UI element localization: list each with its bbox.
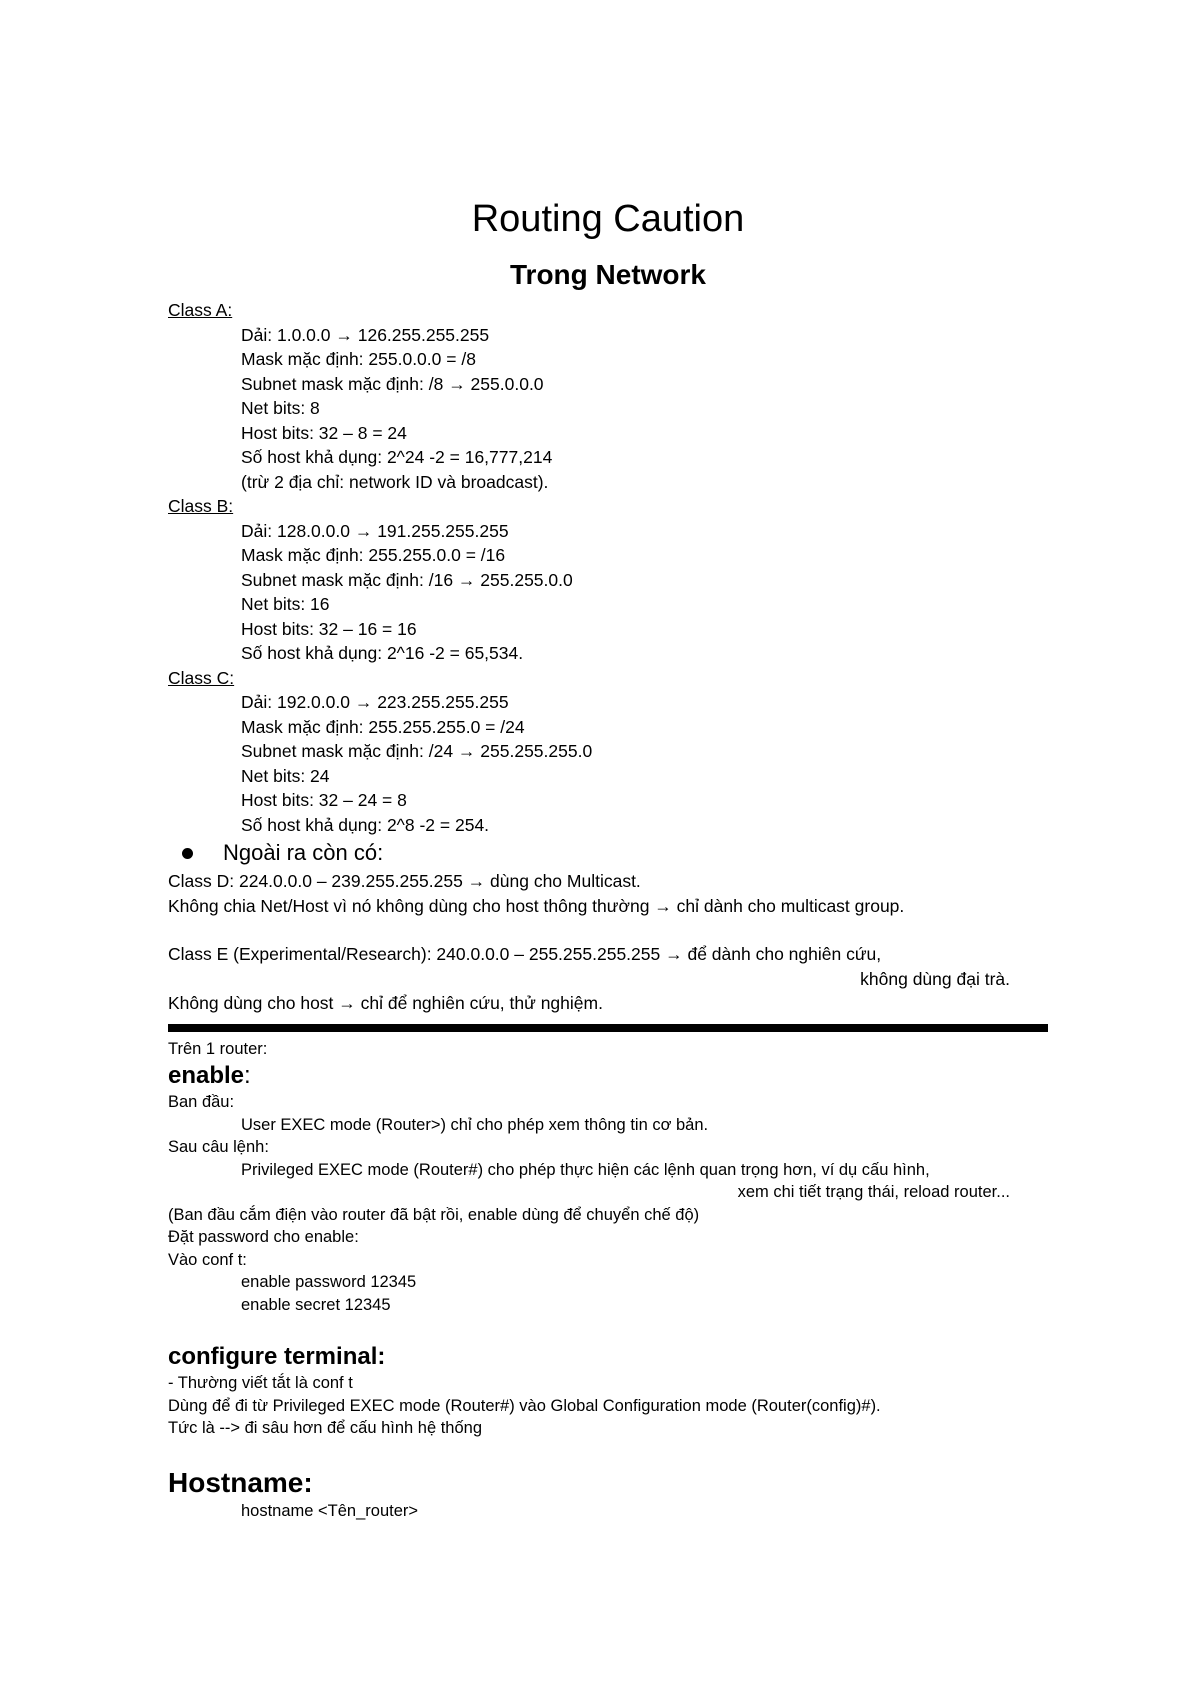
class-a-line: Subnet mask mặc định: /8 → 255.0.0.0 [241, 373, 544, 394]
router-intro: Trên 1 router: [168, 1039, 268, 1058]
class-a-line: Net bits: 8 [241, 398, 320, 418]
router-section [168, 1038, 1048, 1523]
enable-password-command: enable password 12345 [241, 1273, 417, 1291]
class-b-line: Subnet mask mặc định: /16 → 255.255.0.0 [241, 569, 573, 590]
hostname-heading: Hostname: [168, 1466, 313, 1498]
class-e-continuation: không dùng đại trà. [860, 968, 1010, 989]
class-d-note: Không chia Net/Host vì nó không dùng cho host thông thường → chỉ dành cho multicast group. [168, 895, 905, 916]
enable-before-label: Ban đầu: [168, 1093, 235, 1111]
class-a-line: Mask mặc định: 255.0.0.0 = /8 [241, 349, 476, 369]
class-a-line: (trừ 2 địa chỉ: network ID và broadcast). [241, 471, 549, 492]
class-c-label: Class C: [168, 667, 235, 688]
enable-heading-text: enable [168, 1062, 245, 1089]
class-d-line: Class D: 224.0.0.0 – 239.255.255.255 → dùng cho Multicast. [168, 871, 641, 891]
enable-password-label: Đặt password cho enable: [168, 1228, 359, 1246]
configure-line: Dùng để đi từ Privileged EXEC mode (Router#) vào Global Configuration mode (Router(config)#). [168, 1396, 881, 1415]
page-title: Routing Caution [471, 198, 745, 240]
class-c-line: Net bits: 24 [241, 765, 330, 786]
class-b-line: Mask mặc định: 255.255.0.0 = /16 [241, 545, 506, 565]
section-divider [168, 1024, 1048, 1032]
hostname-command: hostname <Tên_router> [241, 1501, 419, 1520]
configure-line: Tức là --> đi sâu hơn để cấu hình hệ thống [168, 1419, 483, 1437]
class-c-line: Host bits: 32 – 24 = 8 [241, 790, 407, 810]
class-b-line: Net bits: 16 [241, 594, 330, 614]
class-c-line: Subnet mask mặc định: /24 → 255.255.255.0 [241, 741, 593, 761]
class-c-line: Số host khả dụng: 2^8 -2 = 254. [241, 814, 490, 835]
section-subtitle: Trong Network [509, 259, 706, 290]
class-b-line: Dải: 128.0.0.0 → 191.255.255.255 [241, 520, 509, 541]
class-c-line: Dải: 192.0.0.0 → 223.255.255.255 [241, 692, 509, 712]
conf-t-label: Vào conf t: [168, 1250, 247, 1269]
extra-heading: Ngoài ra còn có: [223, 840, 384, 865]
enable-after-label: Sau câu lệnh: [168, 1138, 269, 1156]
enable-before-text: User EXEC mode (Router>) chỉ cho phép xem thông tin cơ bản. [241, 1115, 709, 1134]
class-b-line: Số host khả dụng: 2^16 -2 = 65,534. [241, 643, 524, 663]
enable-heading [168, 1062, 1048, 1090]
class-a-line: Dải: 1.0.0.0 → 126.255.255.255 [241, 324, 490, 345]
class-b-label: Class B: [168, 496, 234, 516]
spacer [168, 918, 1048, 942]
class-a-label: Class A: [168, 300, 233, 320]
class-c-line: Mask mặc định: 255.255.255.0 = /24 [241, 716, 525, 737]
enable-after-text: Privileged EXEC mode (Router#) cho phép thực hiện các lệnh quan trọng hơn, ví dụ cấu hình, [241, 1160, 930, 1179]
class-a-line: Số host khả dụng: 2^24 -2 = 16,777,214 [241, 447, 553, 467]
configure-terminal-heading: configure terminal: [168, 1343, 386, 1370]
class-b-line: Host bits: 32 – 16 = 16 [241, 618, 417, 639]
extra-heading-row [168, 839, 1048, 867]
enable-after-continuation: xem chi tiết trạng thái, reload router... [737, 1183, 1010, 1201]
class-e-note: Không dùng cho host → chỉ để nghiên cứu, thử nghiệm. [168, 993, 603, 1013]
configure-line: - Thường viết tắt là conf t [168, 1374, 353, 1392]
enable-heading-colon: : [244, 1062, 251, 1089]
bullet-icon [182, 848, 193, 859]
class-e-line: Class E (Experimental/Research): 240.0.0.0 – 255.255.255.255 → để dành cho nghiên cứu, [168, 944, 882, 964]
class-a-line: Host bits: 32 – 8 = 24 [241, 422, 407, 443]
document-content [168, 196, 1048, 1522]
enable-secret-command: enable secret 12345 [241, 1295, 391, 1314]
enable-note: (Ban đầu cắm điện vào router đã bật rồi, enable dùng để chuyển chế độ) [168, 1205, 700, 1224]
